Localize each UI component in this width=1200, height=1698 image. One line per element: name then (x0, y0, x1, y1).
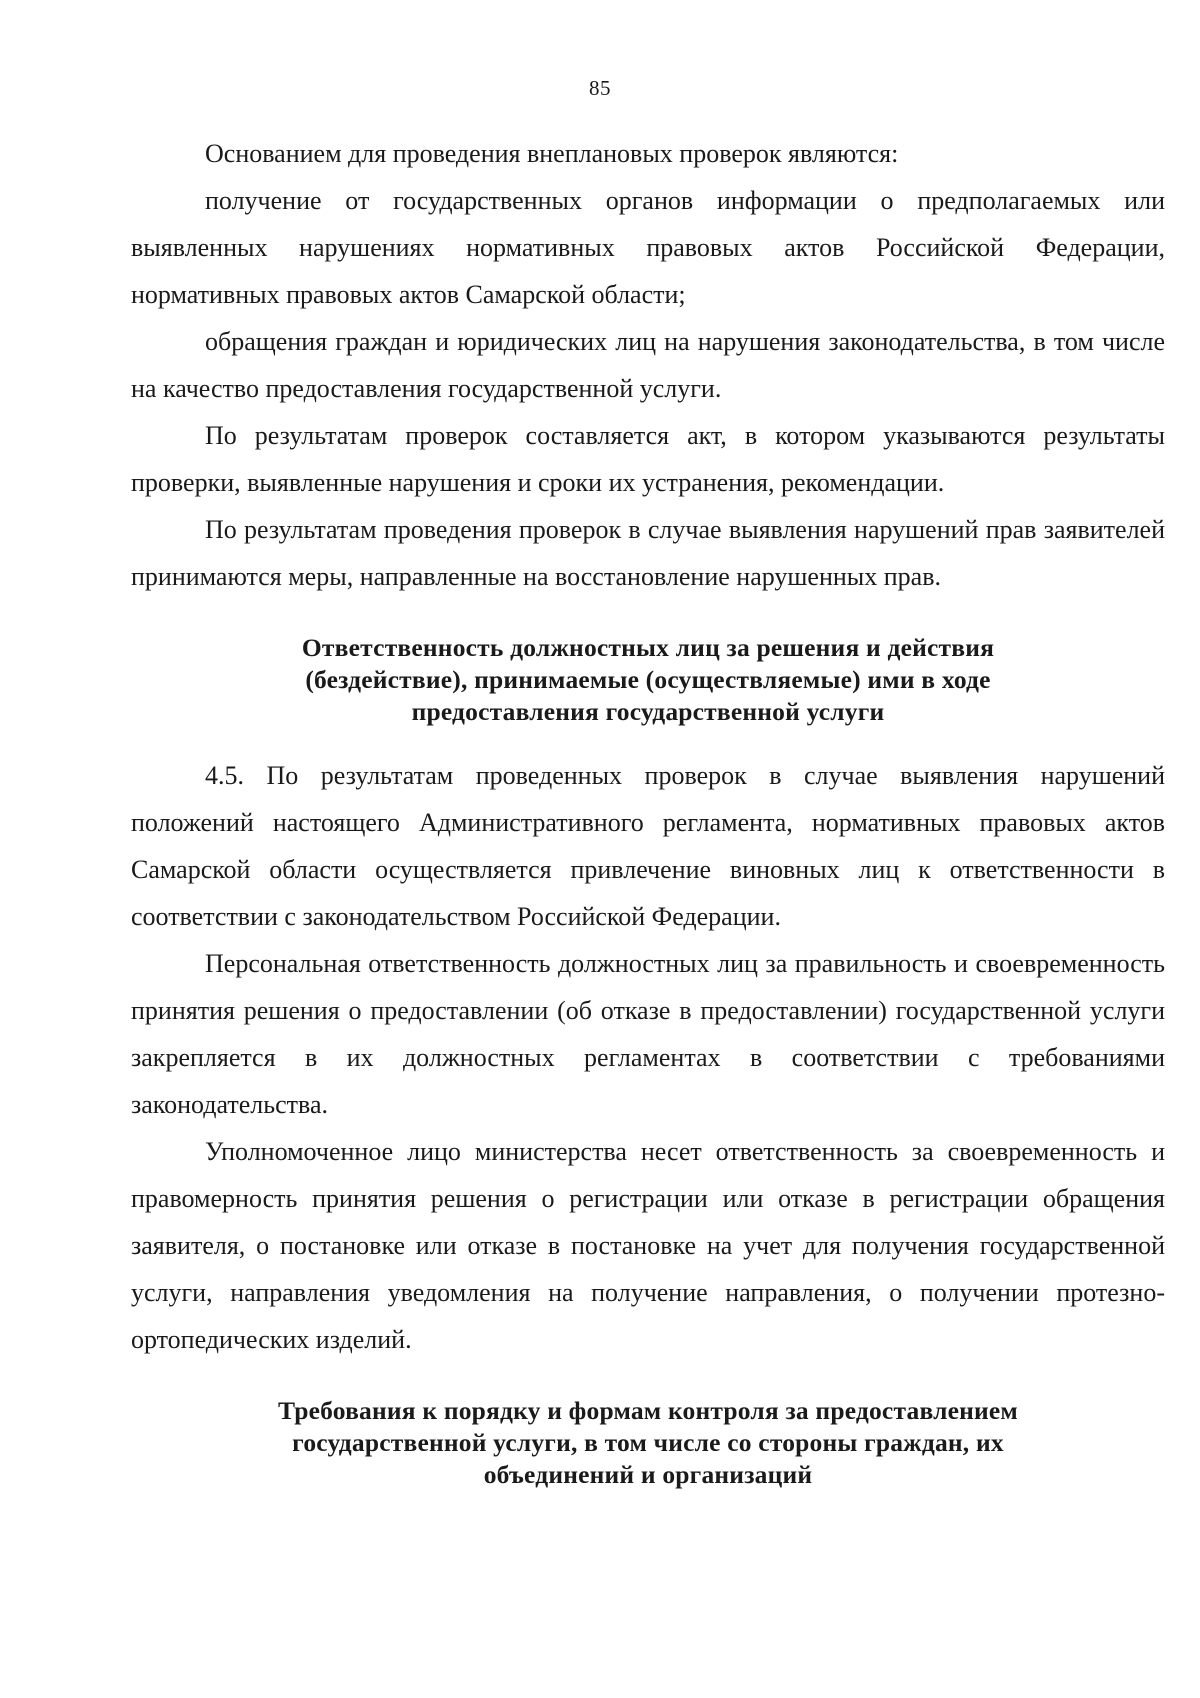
paragraph-personal-responsibility: Персональная ответственность должностных лиц за правильность и своевременность принятия решения о предоставлении (об отказе в предоставлении) государственной услуги закрепляется в их должностных регламентах в соответствии с требованиями законодательства. (131, 949, 1165, 1119)
page-number: 85 (589, 76, 611, 100)
heading-line: Требования к порядку и формам контроля за предоставлением (278, 1396, 1018, 1425)
paragraph-authorized-person: Уполномоченное лицо министерства несет ответственность за своевременность и правомерность принятия решения о регистрации или отказе в регистрации обращения заявителя, о постановке или отказе в постановке на учет для получения государственной услуги, направления уведомления на получение направления, о получении протезно-ортопедических изделий. (131, 1137, 1165, 1354)
document-body (131, 130, 1165, 1491)
heading-line: Ответственность должностных лиц за решения и действия (301, 633, 995, 662)
paragraph-state-bodies-info: получение от государственных органов информации о предполагаемых или выявленных нарушениях нормативных правовых актов Российской Федерации, нормативных правовых актов Самарской области; (131, 186, 1165, 309)
heading-line: предоставления государственной услуги (411, 697, 885, 726)
paragraph-inspection-act: По результатам проверок составляется акт, в котором указываются результаты проверки, выявленные нарушения и сроки их устранения, рекомендации. (131, 421, 1165, 497)
paragraph-4-5: 4.5. По результатам проведенных проверок в случае выявления нарушений положений настоящего Административного регламента, нормативных правовых актов Самарской области осуществляется привлечение виновных лиц к ответственности в соответствии с законодательством Российской Федерации. (131, 761, 1165, 931)
paragraph-citizen-appeals: обращения граждан и юридических лиц на нарушения законодательства, в том числе на качество предоставления государственной услуги. (131, 327, 1165, 403)
heading-line: объединений и организаций (483, 1460, 813, 1489)
heading-line: государственной услуги, в том числе со стороны граждан, их (292, 1428, 1004, 1457)
paragraph-restoration-measures: По результатам проведения проверок в случае выявления нарушений прав заявителей принимаются меры, направленные на восстановление нарушенных прав. (131, 515, 1165, 591)
heading-line: (бездействие), принимаемые (осуществляемые) ими в ходе (305, 665, 991, 694)
paragraph-unscheduled-grounds: Основанием для проведения внеплановых проверок являются: (205, 139, 899, 168)
section-heading-control-requirements (131, 1395, 1165, 1491)
section-heading-responsibility (131, 632, 1165, 728)
